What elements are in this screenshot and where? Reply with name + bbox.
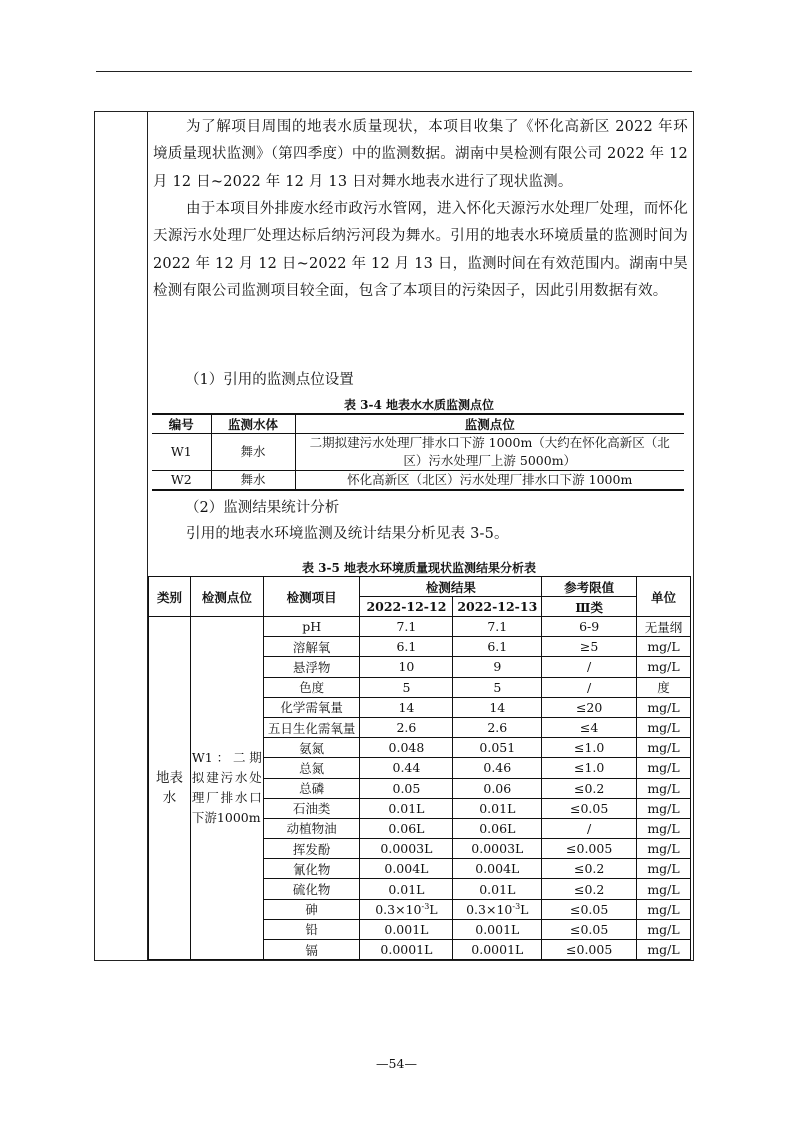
- cell-d1: 2.6: [360, 717, 453, 737]
- cell-limit: ≤4: [542, 717, 637, 737]
- cell-limit: ≤0.2: [542, 879, 637, 899]
- cell-unit: mg/L: [637, 637, 691, 657]
- cell-limit: ≤0.05: [542, 899, 637, 919]
- cell-item: 砷: [263, 899, 360, 919]
- table-body: [149, 617, 691, 960]
- cell-limit: ≤0.005: [542, 839, 637, 859]
- cell-d2: 0.01L: [453, 798, 542, 818]
- cell-limit: ≤0.2: [542, 859, 637, 879]
- cell-point: 二期拟建污水处理厂排水口下游 1000m（大约在怀化高新区（北区）污水处理厂上游 5000m）: [295, 434, 684, 471]
- header-point: 监测点位: [295, 414, 684, 434]
- cell-point: 怀化高新区（北区）污水处理厂排水口下游 1000m: [295, 471, 684, 491]
- cell-d2: 9: [453, 657, 542, 677]
- header-unit: 单位: [637, 577, 691, 617]
- table-3-4-caption: 表 3-4 地表水水质监测点位: [343, 398, 495, 412]
- cell-limit: ≤0.005: [542, 940, 637, 960]
- table-header-row: [152, 414, 684, 434]
- cell-unit: mg/L: [637, 839, 691, 859]
- cell-id: W1: [152, 434, 211, 471]
- cell-limit: ≤0.05: [542, 919, 637, 939]
- subheading-monitoring-points: （1）引用的监测点位设置: [185, 372, 354, 388]
- cell-d1: 0.048: [360, 738, 453, 758]
- cell-limit: ≤1.0: [542, 738, 637, 758]
- header-category: 类别: [149, 577, 191, 617]
- cell-item: 石油类: [263, 798, 360, 818]
- cell-d2: 0.46: [453, 758, 542, 778]
- cell-limit: ≤0.2: [542, 778, 637, 798]
- cell-d2: 0.0003L: [453, 839, 542, 859]
- cell-category: 地表水: [149, 617, 191, 960]
- header-id: 编号: [168, 417, 194, 432]
- table-row: [152, 434, 684, 471]
- header-date-1: 2022-12-12: [360, 597, 453, 617]
- cell-unit: mg/L: [637, 879, 691, 899]
- cell-d2: 0.001L: [453, 919, 542, 939]
- cell-unit: mg/L: [637, 697, 691, 717]
- cell-item: 铅: [263, 919, 360, 939]
- cell-item: 动植物油: [263, 818, 360, 838]
- cell-d2: 0.06: [453, 778, 542, 798]
- cell-unit: 度: [637, 677, 691, 697]
- cell-d1: 0.0003L: [360, 839, 453, 859]
- cell-unit: mg/L: [637, 657, 691, 677]
- cell-d1: 0.004L: [360, 859, 453, 879]
- cell-d1: 14: [360, 697, 453, 717]
- cell-unit: mg/L: [637, 899, 691, 919]
- cell-item: 悬浮物: [263, 657, 360, 677]
- table-header-row: [149, 577, 691, 597]
- header-water: 监测水体: [211, 414, 295, 434]
- cell-limit: ≤0.05: [542, 798, 637, 818]
- cell-item: 总磷: [263, 778, 360, 798]
- cell-d1: 0.001L: [360, 919, 453, 939]
- cell-unit: mg/L: [637, 717, 691, 737]
- page-number: —54—: [376, 1056, 417, 1071]
- cell-d2: 2.6: [453, 717, 542, 737]
- cell-unit: mg/L: [637, 778, 691, 798]
- cell-point: W1：二期拟建污水处理厂排水口下游1000m: [190, 617, 263, 960]
- cell-item: 色度: [263, 677, 360, 697]
- cell-d2: 0.0001L: [453, 940, 542, 960]
- cell-d1: 0.05: [360, 778, 453, 798]
- cell-d1: 7.1: [360, 617, 453, 637]
- paragraph-justification: 由于本项目外排废水经市政污水管网，进入怀化天源污水处理厂处理，而怀化天源污水处理厂处理达标后纳污河段为舞水。引用的地表水环境质量的监测时间为 2022 年 12 月 12 日~2022 年 12 月 13 日，监测时间在有效范围内。湖南中昊检测有限公司监测项目较全面，包含了本项目的污染因子，因此引用数据有效。: [153, 201, 688, 299]
- cell-item: 化学需氧量: [263, 697, 360, 717]
- cell-limit: /: [542, 677, 637, 697]
- header-point: 检测点位: [190, 577, 263, 617]
- cell-d2: 6.1: [453, 637, 542, 657]
- cell-d1: 0.0001L: [360, 940, 453, 960]
- cell-unit: mg/L: [637, 940, 691, 960]
- paragraph-intro: 为了解项目周围的地表水质量现状，本项目收集了《怀化高新区 2022 年环境质量现状监测》（第四季度）中的监测数据。湖南中昊检测有限公司 2022 年 12 月 12 日~2022 年 12 月 13 日对舞水地表水进行了现状监测。: [153, 119, 688, 190]
- cell-d2: 0.01L: [453, 879, 542, 899]
- table-3-5-caption: 表 3-5 地表水环境质量现状监测结果分析表: [301, 561, 537, 575]
- cell-item: 硫化物: [263, 879, 360, 899]
- cell-unit: mg/L: [637, 919, 691, 939]
- cell-d2: 0.004L: [453, 859, 542, 879]
- header-rule: [96, 71, 692, 72]
- cell-limit: /: [542, 657, 637, 677]
- cell-d2: 0.051: [453, 738, 542, 758]
- cell-water: 舞水: [211, 471, 295, 491]
- cell-limit: ≤1.0: [542, 758, 637, 778]
- cell-unit: mg/L: [637, 758, 691, 778]
- header-limit-class: Ⅲ类: [542, 597, 637, 617]
- cell-d2: 5: [453, 677, 542, 697]
- header-date-2: 2022-12-13: [453, 597, 542, 617]
- table-row: [152, 471, 684, 491]
- header-results: 检测结果: [360, 577, 542, 597]
- cell-limit: ≤20: [542, 697, 637, 717]
- header-limit: 参考限值: [542, 577, 637, 597]
- cell-item: 镉: [263, 940, 360, 960]
- cell-d1: 0.01L: [360, 798, 453, 818]
- cell-unit: mg/L: [637, 738, 691, 758]
- cell-d2: 0.06L: [453, 818, 542, 838]
- cell-unit: 无量纲: [637, 617, 691, 637]
- header-item: 检测项目: [263, 577, 360, 617]
- cell-item: 氨氮: [263, 738, 360, 758]
- subheading-result-analysis: （2）监测结果统计分析: [185, 500, 340, 516]
- cell-d1: 0.44: [360, 758, 453, 778]
- cell-d1: 0.06L: [360, 818, 453, 838]
- cell-unit: mg/L: [637, 798, 691, 818]
- table-3-4: [152, 413, 684, 491]
- cell-item: pH: [263, 617, 360, 637]
- cell-d2: 14: [453, 697, 542, 717]
- table-3-5: [148, 576, 691, 960]
- cell-d1: 6.1: [360, 637, 453, 657]
- cell-d2: $0.3\times 10^{-3}L$: [453, 899, 542, 919]
- table-row: [149, 617, 691, 637]
- cell-d1: 5: [360, 677, 453, 697]
- cell-id: W2: [152, 471, 211, 491]
- cell-unit: mg/L: [637, 859, 691, 879]
- cell-d2: 7.1: [453, 617, 542, 637]
- cell-item: 溶解氧: [263, 637, 360, 657]
- cell-d1: $0.3\times 10^{-3}L$: [360, 899, 453, 919]
- cell-item: 挥发酚: [263, 839, 360, 859]
- cell-limit: ≥5: [542, 637, 637, 657]
- cell-item: 氰化物: [263, 859, 360, 879]
- cell-d1: 0.01L: [360, 879, 453, 899]
- cell-unit: mg/L: [637, 818, 691, 838]
- paragraph-reference: 引用的地表水环境监测及统计结果分析见表 3-5。: [186, 526, 509, 542]
- cell-water: 舞水: [211, 434, 295, 471]
- cell-item: 总氮: [263, 758, 360, 778]
- cell-limit: 6-9: [542, 617, 637, 637]
- cell-limit: /: [542, 818, 637, 838]
- cell-item: 五日生化需氧量: [263, 717, 360, 737]
- cell-d1: 10: [360, 657, 453, 677]
